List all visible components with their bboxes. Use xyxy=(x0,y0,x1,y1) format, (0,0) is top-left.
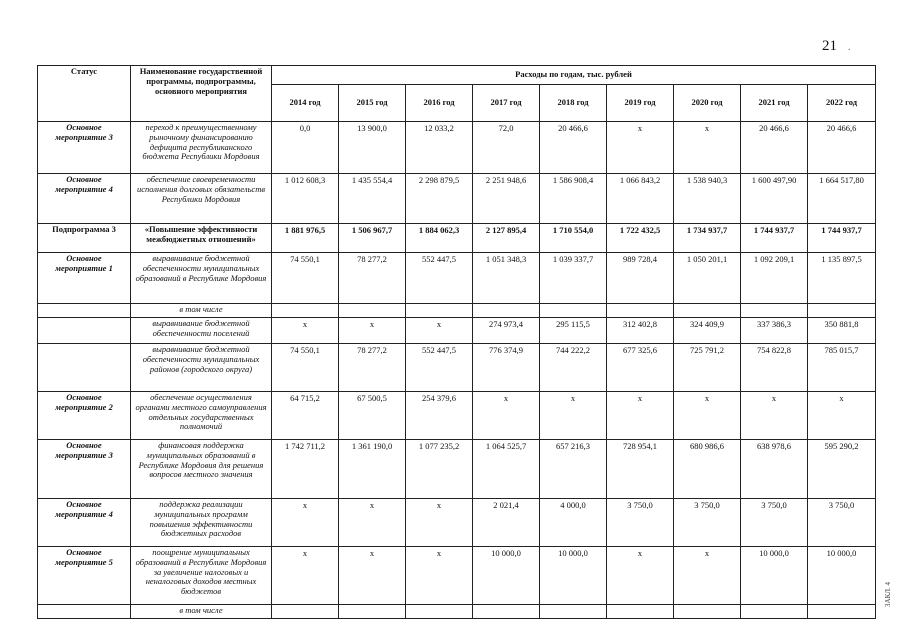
value-cell xyxy=(406,304,473,318)
value-cell: х xyxy=(473,392,540,440)
year-header: 2014 год xyxy=(272,85,339,122)
row-status xyxy=(38,344,131,392)
expenses-header: Расходы по годам, тыс. рублей xyxy=(272,66,876,85)
year-header: 2018 год xyxy=(540,85,607,122)
table-row xyxy=(38,499,876,547)
value-cell: 1 881 976,5 xyxy=(272,224,339,253)
value-cell: 1 066 843,2 xyxy=(607,174,674,224)
row-name: выравнивание бюджетной обеспеченности муниципальных образований в Республике Мордовия xyxy=(131,253,272,304)
value-cell: х xyxy=(406,318,473,344)
row-name: поддержка реализации муниципальных программ повышения эффективности бюджетных расходов xyxy=(131,499,272,547)
value-cell: 12 033,2 xyxy=(406,122,473,174)
row-name: в том числе xyxy=(131,304,272,318)
value-cell: 72,0 xyxy=(473,122,540,174)
value-cell: 1 538 940,3 xyxy=(674,174,741,224)
value-cell: х xyxy=(808,392,876,440)
table-row xyxy=(38,253,876,304)
value-cell xyxy=(607,605,674,619)
value-cell: 552 447,5 xyxy=(406,253,473,304)
row-status: Основное мероприятие 2 xyxy=(38,392,131,440)
value-cell: 312 402,8 xyxy=(607,318,674,344)
row-name: обеспечение своевременности исполнения долговых обязательств Республики Мордовия xyxy=(131,174,272,224)
value-cell: 2 021,4 xyxy=(473,499,540,547)
value-cell: 1 742 711,2 xyxy=(272,440,339,499)
value-cell: х xyxy=(674,392,741,440)
value-cell xyxy=(540,304,607,318)
value-cell: 1 435 554,4 xyxy=(339,174,406,224)
value-cell: 1 051 348,3 xyxy=(473,253,540,304)
table-row xyxy=(38,174,876,224)
value-cell: х xyxy=(272,318,339,344)
value-cell: 3 750,0 xyxy=(674,499,741,547)
row-name: выравнивание бюджетной обеспеченности поселений xyxy=(131,318,272,344)
row-name: «Повышение эффективности межбюджетных отношений» xyxy=(131,224,272,253)
value-cell: 744 222,2 xyxy=(540,344,607,392)
row-status xyxy=(38,605,131,619)
row-status xyxy=(38,304,131,318)
value-cell: 0,0 xyxy=(272,122,339,174)
value-cell xyxy=(741,605,808,619)
value-cell: 1 600 497,90 xyxy=(741,174,808,224)
value-cell xyxy=(406,605,473,619)
value-cell: 1 722 432,5 xyxy=(607,224,674,253)
value-cell: 754 822,8 xyxy=(741,344,808,392)
value-cell: 2 298 879,5 xyxy=(406,174,473,224)
row-status: Основное мероприятие 3 xyxy=(38,122,131,174)
row-status: Основное мероприятие 5 xyxy=(38,547,131,605)
row-status: Основное мероприятие 3 xyxy=(38,440,131,499)
value-cell: 295 115,5 xyxy=(540,318,607,344)
page-number: 21 xyxy=(822,38,837,54)
row-status: Основное мероприятие 4 xyxy=(38,499,131,547)
value-cell: 680 986,6 xyxy=(674,440,741,499)
table-row xyxy=(38,344,876,392)
value-cell xyxy=(741,304,808,318)
value-cell: 1 586 908,4 xyxy=(540,174,607,224)
header-row-top xyxy=(38,66,876,85)
value-cell: 2 127 895,4 xyxy=(473,224,540,253)
value-cell: 78 277,2 xyxy=(339,344,406,392)
value-cell xyxy=(540,605,607,619)
value-cell xyxy=(674,304,741,318)
value-cell: 10 000,0 xyxy=(808,547,876,605)
row-status xyxy=(38,318,131,344)
row-name: поощрение муниципальных образований в Республике Мордовия за увеличение налоговых и неналоговых доходов местных бюджетов xyxy=(131,547,272,605)
value-cell: 4 000,0 xyxy=(540,499,607,547)
value-cell: 3 750,0 xyxy=(808,499,876,547)
year-header: 2020 год xyxy=(674,85,741,122)
value-cell: 1 064 525,7 xyxy=(473,440,540,499)
row-name: переход к преимущественному рыночному финансированию дефицита республиканского бюджета Республики Мордовия xyxy=(131,122,272,174)
year-header: 2017 год xyxy=(473,85,540,122)
value-cell xyxy=(473,605,540,619)
value-cell: 67 500,5 xyxy=(339,392,406,440)
value-cell: х xyxy=(272,499,339,547)
value-cell: 776 374,9 xyxy=(473,344,540,392)
value-cell: 274 973,4 xyxy=(473,318,540,344)
value-cell: 1 744 937,7 xyxy=(808,224,876,253)
budget-table xyxy=(37,65,876,619)
value-cell: 1 361 190,0 xyxy=(339,440,406,499)
value-cell: 1 039 337,7 xyxy=(540,253,607,304)
table-row xyxy=(38,605,876,619)
value-cell: 725 791,2 xyxy=(674,344,741,392)
value-cell xyxy=(339,605,406,619)
value-cell: 677 325,6 xyxy=(607,344,674,392)
value-cell: х xyxy=(406,499,473,547)
value-cell: 20 466,6 xyxy=(540,122,607,174)
value-cell: х xyxy=(607,122,674,174)
value-cell: 1 884 062,3 xyxy=(406,224,473,253)
value-cell: 337 386,3 xyxy=(741,318,808,344)
value-cell xyxy=(607,304,674,318)
value-cell: 1 077 235,2 xyxy=(406,440,473,499)
value-cell: х xyxy=(607,392,674,440)
year-header: 2015 год xyxy=(339,85,406,122)
value-cell: 10 000,0 xyxy=(741,547,808,605)
value-cell xyxy=(339,304,406,318)
value-cell: х xyxy=(272,547,339,605)
value-cell: 20 466,6 xyxy=(741,122,808,174)
value-cell: 1 734 937,7 xyxy=(674,224,741,253)
value-cell: 13 900,0 xyxy=(339,122,406,174)
value-cell: 74 550,1 xyxy=(272,344,339,392)
value-cell: х xyxy=(339,318,406,344)
value-cell: х xyxy=(406,547,473,605)
value-cell: 10 000,0 xyxy=(473,547,540,605)
value-cell: 1 092 209,1 xyxy=(741,253,808,304)
value-cell xyxy=(473,304,540,318)
value-cell: 324 409,9 xyxy=(674,318,741,344)
value-cell: х xyxy=(540,392,607,440)
table-row xyxy=(38,122,876,174)
value-cell: 1 012 608,3 xyxy=(272,174,339,224)
row-name: финансовая поддержка муниципальных образований в Республике Мордовия для решения вопросов местного значения xyxy=(131,440,272,499)
row-name: обеспечение осуществления органами местного самоуправления отдельных государственных полномочий xyxy=(131,392,272,440)
table-row xyxy=(38,440,876,499)
value-cell: 1 710 554,0 xyxy=(540,224,607,253)
table-row xyxy=(38,224,876,253)
row-name: выравнивание бюджетной обеспеченности муниципальных районов (городского округа) xyxy=(131,344,272,392)
status-header: Статус xyxy=(38,66,131,122)
value-cell xyxy=(272,605,339,619)
value-cell: 989 728,4 xyxy=(607,253,674,304)
value-cell: 1 744 937,7 xyxy=(741,224,808,253)
value-cell: 1 664 517,80 xyxy=(808,174,876,224)
value-cell: 78 277,2 xyxy=(339,253,406,304)
value-cell: 10 000,0 xyxy=(540,547,607,605)
value-cell: 254 379,6 xyxy=(406,392,473,440)
value-cell: 1 135 897,5 xyxy=(808,253,876,304)
value-cell xyxy=(674,605,741,619)
value-cell: 1 050 201,1 xyxy=(674,253,741,304)
value-cell xyxy=(808,605,876,619)
value-cell: 3 750,0 xyxy=(607,499,674,547)
row-status: Подпрограмма 3 xyxy=(38,224,131,253)
row-status: Основное мероприятие 1 xyxy=(38,253,131,304)
value-cell: х xyxy=(741,392,808,440)
value-cell: 1 506 967,7 xyxy=(339,224,406,253)
year-header: 2022 год xyxy=(808,85,876,122)
value-cell: 350 881,8 xyxy=(808,318,876,344)
value-cell: 3 750,0 xyxy=(741,499,808,547)
table-row xyxy=(38,304,876,318)
value-cell: 74 550,1 xyxy=(272,253,339,304)
table-row xyxy=(38,547,876,605)
value-cell: х xyxy=(339,499,406,547)
side-mark: ЗАКЛ. 4 xyxy=(884,582,892,607)
row-name: в том числе xyxy=(131,605,272,619)
value-cell xyxy=(808,304,876,318)
name-header: Наименование государственной программы, подпрограммы, основного мероприятия xyxy=(131,66,272,122)
value-cell: 595 290,2 xyxy=(808,440,876,499)
table-row xyxy=(38,318,876,344)
value-cell: х xyxy=(339,547,406,605)
value-cell: 657 216,3 xyxy=(540,440,607,499)
value-cell: х xyxy=(674,122,741,174)
page-mark: . xyxy=(848,42,851,53)
year-header: 2019 год xyxy=(607,85,674,122)
value-cell: х xyxy=(674,547,741,605)
value-cell: 728 954,1 xyxy=(607,440,674,499)
row-status: Основное мероприятие 4 xyxy=(38,174,131,224)
table-row xyxy=(38,392,876,440)
value-cell xyxy=(272,304,339,318)
value-cell: 638 978,6 xyxy=(741,440,808,499)
value-cell: 20 466,6 xyxy=(808,122,876,174)
value-cell: 552 447,5 xyxy=(406,344,473,392)
year-header: 2016 год xyxy=(406,85,473,122)
value-cell: 2 251 948,6 xyxy=(473,174,540,224)
value-cell: х xyxy=(607,547,674,605)
value-cell: 64 715,2 xyxy=(272,392,339,440)
value-cell: 785 015,7 xyxy=(808,344,876,392)
year-header: 2021 год xyxy=(741,85,808,122)
